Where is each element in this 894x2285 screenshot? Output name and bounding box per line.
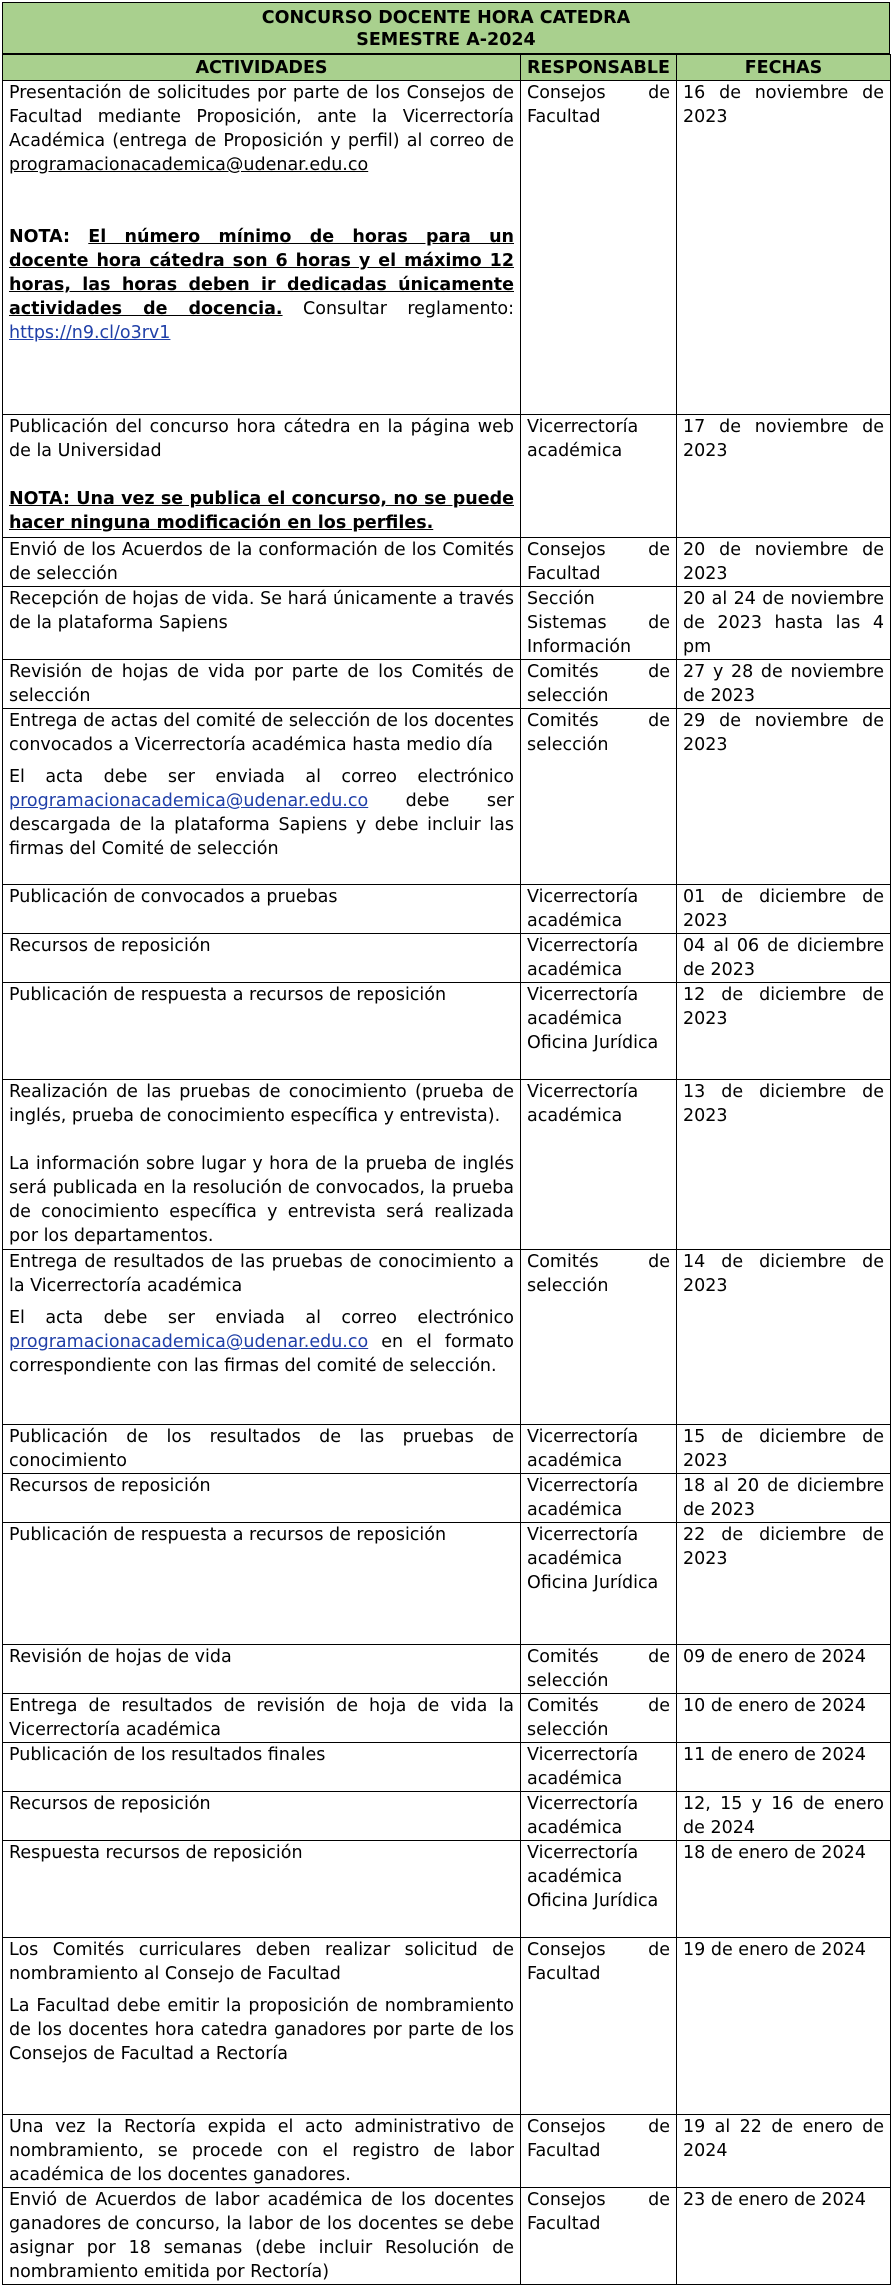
table-row (3, 1743, 891, 1792)
activity-cell (3, 1938, 521, 2115)
date-cell: 20 de noviembre de 2023 (677, 538, 891, 587)
date-cell: 23 de enero de 2024 (677, 2188, 891, 2285)
responsible-cell: Comités de selección (521, 1645, 677, 1694)
activity-cell: Publicación de los resultados finales (3, 1743, 521, 1792)
responsible-cell: Vicerrectoría académica Oficina Jurídica (521, 1523, 677, 1645)
date-cell: 14 de diciembre de 2023 (677, 1250, 891, 1425)
responsible-cell: Consejos de Facultad (521, 2115, 677, 2188)
activity-cell: Presentación de solicitudes por parte de los Consejos de Facultad mediante Proposición, ante la Vicerrectoría Académica (entrega de Proposición y perfil) al correo de programacionacademica@udenar.edu.co NOTA: El número mínimo de horas para un docente hora cátedra son 6 horas y el máximo 12 horas, las horas deben ir dedicadas únicamente actividades de docencia. Consultar reglamento: https://n9.cl/o3rv1 (3, 81, 521, 415)
responsible-cell: Vicerrectoría académica (521, 885, 677, 934)
table-row (3, 2115, 891, 2188)
header-responsible: RESPONSABLE (521, 55, 677, 81)
responsible-cell: Comités de selección (521, 709, 677, 885)
schedule-table (2, 54, 891, 2285)
title-line-1: CONCURSO DOCENTE HORA CATEDRA (261, 8, 631, 28)
note-text: NOTA: Una vez se publica el concurso, no se puede hacer ninguna modificación en los perfiles. (9, 489, 514, 533)
responsible-cell: Vicerrectoría académica (521, 1743, 677, 1792)
date-cell: 13 de diciembre de 2023 (677, 1080, 891, 1250)
activity-text: Presentación de solicitudes por parte de los Consejos de Facultad mediante Proposición, ante la Vicerrectoría Académica (entrega de Proposición y perfil) al correo de (9, 83, 514, 151)
responsible-cell: Comités de selección (521, 1694, 677, 1743)
responsible-cell: Vicerrectoría académica (521, 1474, 677, 1523)
activity-text: Publicación del concurso hora cátedra en la página web de la Universidad (9, 417, 514, 461)
responsible-cell: Consejos de Facultad (521, 2188, 677, 2285)
activity-cell (3, 1250, 521, 1425)
table-row (3, 1792, 891, 1841)
table-row (3, 1425, 891, 1474)
activity-text: Realización de las pruebas de conocimiento (prueba de inglés, prueba de conocimiento específica y entrevista). (9, 1082, 514, 1126)
date-cell: 04 al 06 de diciembre de 2023 (677, 934, 891, 983)
activity-cell: Recepción de hojas de vida. Se hará únicamente a través de la plataforma Sapiens (3, 587, 521, 660)
activity-text: El acta debe ser enviada al correo electrónico (9, 1308, 514, 1328)
activity-text: Los Comités curriculares deben realizar solicitud de nombramiento al Consejo de Facultad (9, 1940, 514, 1984)
activity-text: La Facultad debe emitir la proposición de nombramiento de los docentes hora catedra ganadores por parte de los Consejos de Facultad a Rectoría (9, 1996, 514, 2064)
table-row (3, 415, 891, 538)
date-cell: 18 al 20 de diciembre de 2023 (677, 1474, 891, 1523)
date-cell: 01 de diciembre de 2023 (677, 885, 891, 934)
responsible-cell: Vicerrectoría académica Oficina Jurídica (521, 983, 677, 1080)
responsible-cell: Vicerrectoría académica (521, 1080, 677, 1250)
table-header-row (3, 55, 891, 81)
header-activities: ACTIVIDADES (3, 55, 521, 81)
responsible-cell: Consejos de Facultad (521, 538, 677, 587)
responsible-cell: Consejos de Facultad (521, 1938, 677, 2115)
email-link[interactable]: programacionacademica@udenar.edu.co (9, 1332, 369, 1352)
table-row (3, 538, 891, 587)
responsible-cell: Vicerrectoría académica Oficina Jurídica (521, 1841, 677, 1938)
table-row (3, 1250, 891, 1425)
table-row (3, 1080, 891, 1250)
activity-cell (3, 1080, 521, 1250)
responsible-cell: Consejos de Facultad (521, 81, 677, 415)
responsible-cell: Vicerrectoría académica (521, 1792, 677, 1841)
responsible-cell: Comités de selección (521, 660, 677, 709)
table-row (3, 885, 891, 934)
activity-cell: Recursos de reposición (3, 934, 521, 983)
activity-cell: Envió de Acuerdos de labor académica de los docentes ganadores de concurso, la labor de los docentes se debe asignar por 18 semanas (debe incluir Resolución de nombramiento emitida por Rectoría) (3, 2188, 521, 2285)
responsible-cell: Vicerrectoría académica (521, 415, 677, 538)
activity-cell (3, 709, 521, 885)
activity-text: Entrega de resultados de las pruebas de conocimiento a la Vicerrectoría académica (9, 1252, 514, 1296)
date-cell: 18 de enero de 2024 (677, 1841, 891, 1938)
activity-cell: Respuesta recursos de reposición (3, 1841, 521, 1938)
activity-cell: Envió de los Acuerdos de la conformación de los Comités de selección (3, 538, 521, 587)
date-cell: 11 de enero de 2024 (677, 1743, 891, 1792)
date-cell: 16 de noviembre de 2023 (677, 81, 891, 415)
table-row (3, 587, 891, 660)
email-link[interactable]: programacionacademica@udenar.edu.co (9, 155, 369, 175)
note-text: El número mínimo de horas para un docente hora cátedra son 6 horas y el máximo 12 horas, las horas deben ir dedicadas únicamente actividades de docencia. (9, 227, 515, 319)
responsible-cell: Vicerrectoría académica (521, 1425, 677, 1474)
table-row (3, 660, 891, 709)
date-cell: 19 de enero de 2024 (677, 1938, 891, 2115)
activity-text: debe ser descargada de la plataforma Sapiens y debe incluir las firmas del Comité de selección (9, 791, 514, 859)
table-row (3, 1938, 891, 2115)
date-cell: 29 de noviembre de 2023 (677, 709, 891, 885)
activity-cell: Publicación de respuesta a recursos de reposición (3, 983, 521, 1080)
title-line-2: SEMESTRE A-2024 (356, 30, 536, 50)
activity-cell (3, 415, 521, 538)
table-row (3, 1645, 891, 1694)
responsible-cell: Vicerrectoría académica (521, 934, 677, 983)
activity-text: Entrega de actas del comité de selección de los docentes convocados a Vicerrectoría académica hasta medio día (9, 711, 514, 755)
activity-cell: Revisión de hojas de vida (3, 1645, 521, 1694)
date-cell: 27 y 28 de noviembre de 2023 (677, 660, 891, 709)
table-row (3, 81, 891, 415)
date-cell: 17 de noviembre de 2023 (677, 415, 891, 538)
responsible-cell: Sección Sistemas de Información (521, 587, 677, 660)
activity-cell: Publicación de los resultados de las pruebas de conocimiento (3, 1425, 521, 1474)
date-cell: 15 de diciembre de 2023 (677, 1425, 891, 1474)
activity-cell: Publicación de convocados a pruebas (3, 885, 521, 934)
activity-cell: Recursos de reposición (3, 1474, 521, 1523)
responsible-cell: Comités de selección (521, 1250, 677, 1425)
email-link[interactable]: programacionacademica@udenar.edu.co (9, 791, 369, 811)
date-cell: 19 al 22 de enero de 2024 (677, 2115, 891, 2188)
note-label: NOTA (9, 227, 63, 247)
table-row (3, 934, 891, 983)
activity-cell: Recursos de reposición (3, 1792, 521, 1841)
date-cell: 09 de enero de 2024 (677, 1645, 891, 1694)
table-row (3, 1694, 891, 1743)
date-cell: 22 de diciembre de 2023 (677, 1523, 891, 1645)
table-row (3, 1523, 891, 1645)
date-cell: 12 de diciembre de 2023 (677, 983, 891, 1080)
activity-cell: Entrega de resultados de revisión de hoja de vida la Vicerrectoría académica (3, 1694, 521, 1743)
regulation-link[interactable]: https://n9.cl/o3rv1 (9, 323, 171, 343)
consult-text: Consultar reglamento: (282, 299, 514, 319)
table-row (3, 709, 891, 885)
document-title (2, 2, 890, 54)
date-cell: 20 al 24 de noviembre de 2023 hasta las 4 pm (677, 587, 891, 660)
activity-text: El acta debe ser enviada al correo electrónico (9, 767, 514, 787)
activity-cell: Una vez la Rectoría expida el acto administrativo de nombramiento, se procede con el registro de labor académica de los docentes ganadores. (3, 2115, 521, 2188)
table-row (3, 1841, 891, 1938)
activity-text: La información sobre lugar y hora de la prueba de inglés será publicada en la resolución de convocados, la prueba de conocimiento específica y entrevista será realizada por los departamentos. (9, 1154, 514, 1246)
activity-cell: Publicación de respuesta a recursos de reposición (3, 1523, 521, 1645)
table-row (3, 2188, 891, 2285)
table-row (3, 983, 891, 1080)
date-cell: 12, 15 y 16 de enero de 2024 (677, 1792, 891, 1841)
header-dates: FECHAS (677, 55, 891, 81)
activity-text: en el formato correspondiente con las firmas del comité de selección. (9, 1332, 514, 1376)
date-cell: 10 de enero de 2024 (677, 1694, 891, 1743)
table-row (3, 1474, 891, 1523)
activity-cell: Revisión de hojas de vida por parte de los Comités de selección (3, 660, 521, 709)
